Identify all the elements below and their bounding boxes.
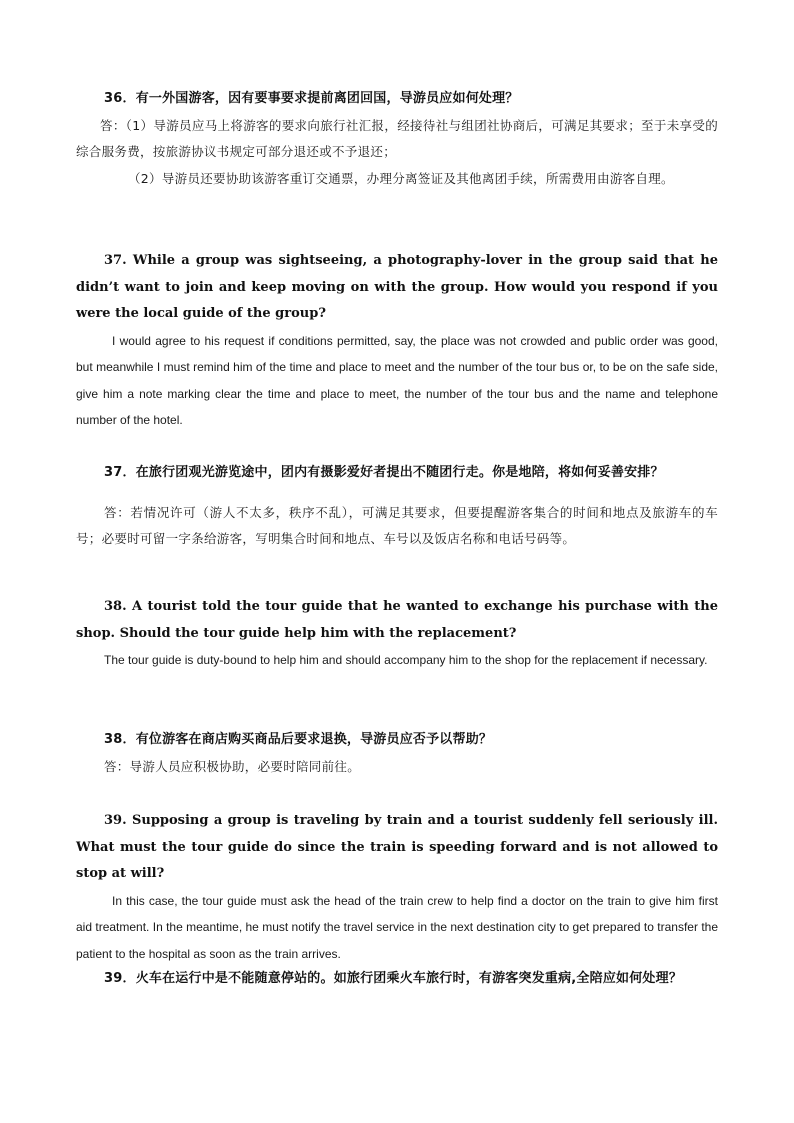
q39-en-section bbox=[76, 808, 718, 967]
q37-cn-answer: 答：若情况许可（游人不太多，秩序不乱），可满足其要求，但要提醒游客集合的时间和地点及旅游车的车号；必要时可留一字条给游客，写明集合时间和地点、车号以及饭店名称和电话号码等。 bbox=[76, 504, 718, 546]
q36-cn-answer-2: （2）导游员还要协助该游客重订交通票，办理分离签证及其他离团手续，所需费用由游客自理。 bbox=[128, 170, 674, 186]
q36-cn-question: 36．有一外国游客，因有要事要求提前离团回国，导游员应如何处理？ bbox=[104, 91, 519, 106]
q37-en-question: 37. While a group was sightseeing, a photography-lover in the group said that he didn’t want to join and keep moving on with the group. How would you respond if you were the local guide of the group? bbox=[76, 253, 718, 321]
q38-cn-question: 38．有位游客在商店购买商品后要求退换，导游员应否予以帮助？ bbox=[104, 732, 493, 747]
q37-en-section bbox=[76, 248, 718, 434]
q39-cn-section bbox=[76, 966, 718, 993]
q38-en-section bbox=[76, 594, 718, 674]
q38-en-answer: The tour guide is duty-bound to help him and should accompany him to the shop for the replacement if necessary. bbox=[104, 653, 708, 667]
q37-en-answer: I would agree to his request if conditions permitted, say, the place was not crowded and public order was good, but meanwhile I must remind him of the time and place to meet and the number of the tour bus or, to be on the safe side, give him a note marking clear the time and place to meet, the number of the tour bus and the name and telephone number of the hotel. bbox=[76, 333, 718, 427]
q36-cn-section bbox=[76, 86, 718, 192]
q36-cn-answer-1: 答：（1）导游员应马上将游客的要求向旅行社汇报，经接待社与组团社协商后，可满足其要求；至于未享受的综合服务费，按旅游协议书规定可部分退还或不予退还； bbox=[76, 117, 718, 159]
q39-cn-question: 39．火车在运行中是不能随意停站的。如旅行团乘火车旅行时，有游客突发重病,全陪应如何处理？ bbox=[104, 971, 683, 986]
q39-en-question: 39. Supposing a group is traveling by train and a tourist suddenly fell seriously ill. What must the tour guide do since the train is speeding forward and is not allowed to stop at will? bbox=[76, 813, 718, 881]
q38-cn-section bbox=[76, 727, 718, 780]
q39-en-answer: In this case, the tour guide must ask the head of the train crew to help find a doctor on the train to give him first aid treatment. In the meantime, he must notify the travel service in the next destination city to get prepared to transfer the patient to the hospital as soon as the train arrives. bbox=[76, 893, 718, 961]
q37-cn-question: 37．在旅行团观光游览途中，团内有摄影爱好者提出不随团行走。你是地陪，将如何妥善安排？ bbox=[104, 465, 664, 480]
q38-en-question: 38. A tourist told the tour guide that he wanted to exchange his purchase with the shop. Should the tour guide help him with the replacement? bbox=[76, 599, 718, 641]
q37-cn-section bbox=[76, 460, 718, 553]
q38-cn-answer: 答：导游人员应积极协助，必要时陪同前往。 bbox=[104, 758, 361, 774]
